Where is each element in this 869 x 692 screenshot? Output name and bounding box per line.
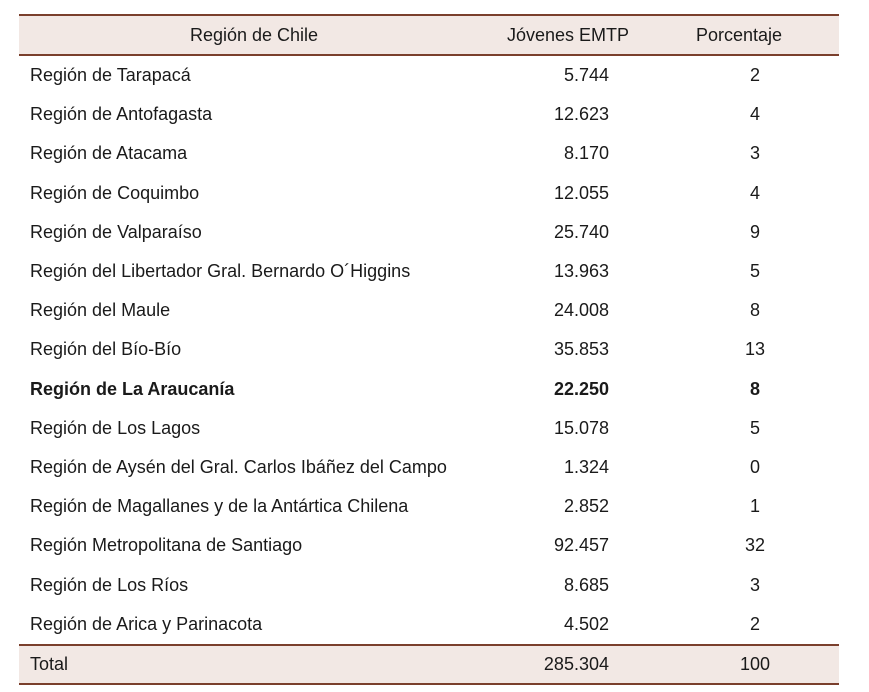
- table-row: [19, 565, 839, 604]
- cell-porcentaje: 4: [749, 182, 760, 203]
- total-label: Total: [30, 653, 69, 674]
- cell-jovenes: 22.250: [553, 378, 609, 399]
- cell-jovenes: 8.685: [563, 574, 609, 595]
- cell-jovenes: 13.963: [553, 261, 609, 282]
- cell-jovenes: 12.623: [553, 104, 609, 125]
- cell-region: Región de Coquimbo: [30, 182, 200, 203]
- cell-region: Región de Valparaíso: [30, 221, 202, 242]
- cell-jovenes: 15.078: [553, 417, 609, 438]
- total-porcentaje: 100: [739, 653, 771, 674]
- table-body: [19, 55, 839, 645]
- table-row: [19, 448, 839, 487]
- header-jovenes: Jóvenes EMTP: [506, 24, 629, 45]
- cell-region: Región del Libertador Gral. Bernardo O´Higgins: [30, 261, 411, 282]
- table-row: [19, 291, 839, 330]
- table-row: [19, 252, 839, 291]
- cell-region: Región del Bío-Bío: [30, 339, 182, 360]
- cell-region: Región de Tarapacá: [30, 65, 191, 86]
- cell-region: Región de Los Ríos: [30, 574, 189, 595]
- total-jovenes: 285.304: [543, 653, 609, 674]
- cell-region: Región de Arica y Parinacota: [30, 613, 263, 634]
- cell-region: Región de Antofagasta: [30, 104, 213, 125]
- cell-porcentaje: 8: [749, 300, 760, 321]
- region-table-container: [19, 14, 839, 685]
- table-row-highlighted: [19, 370, 839, 409]
- cell-region: Región de Los Lagos: [30, 417, 201, 438]
- cell-porcentaje: 32: [744, 535, 766, 556]
- cell-porcentaje: 8: [749, 378, 760, 399]
- cell-porcentaje: 1: [749, 496, 760, 517]
- table-row: [19, 95, 839, 134]
- table-row: [19, 330, 839, 369]
- cell-jovenes: 35.853: [553, 339, 609, 360]
- cell-jovenes: 2.852: [563, 496, 609, 517]
- cell-porcentaje: 5: [749, 261, 760, 282]
- total-row: [19, 645, 839, 684]
- table-row: [19, 174, 839, 213]
- cell-jovenes: 1.324: [563, 456, 609, 477]
- region-table: [19, 14, 839, 685]
- table-row: [19, 526, 839, 565]
- cell-region: Región de Aysén del Gral. Carlos Ibáñez del Campo: [30, 456, 447, 477]
- cell-jovenes: 24.008: [553, 300, 609, 321]
- cell-jovenes: 8.170: [563, 143, 609, 164]
- header-region: Región de Chile: [189, 24, 319, 45]
- table-row: [19, 213, 839, 252]
- cell-porcentaje: 0: [749, 456, 760, 477]
- cell-jovenes: 12.055: [553, 182, 609, 203]
- header-porcentaje: Porcentaje: [695, 24, 783, 45]
- cell-porcentaje: 13: [744, 339, 766, 360]
- cell-porcentaje: 9: [749, 221, 760, 242]
- cell-region: Región de La Araucanía: [30, 378, 235, 399]
- table-row: [19, 134, 839, 173]
- cell-region: Región Metropolitana de Santiago: [30, 535, 303, 556]
- cell-porcentaje: 2: [749, 613, 760, 634]
- cell-porcentaje: 5: [749, 417, 760, 438]
- table-row: [19, 605, 839, 645]
- cell-jovenes: 92.457: [553, 535, 609, 556]
- cell-jovenes: 5.744: [563, 65, 609, 86]
- table-header: [19, 15, 839, 55]
- table-row: [19, 55, 839, 95]
- table-row: [19, 409, 839, 448]
- cell-jovenes: 25.740: [553, 221, 609, 242]
- cell-porcentaje: 4: [749, 104, 760, 125]
- cell-jovenes: 4.502: [563, 613, 609, 634]
- header-row: [19, 15, 839, 55]
- cell-region: Región de Atacama: [30, 143, 188, 164]
- cell-porcentaje: 3: [749, 574, 760, 595]
- table-row: [19, 487, 839, 526]
- cell-region: Región del Maule: [30, 300, 171, 321]
- table-footer: [19, 645, 839, 684]
- cell-porcentaje: 3: [749, 143, 760, 164]
- cell-porcentaje: 2: [749, 65, 760, 86]
- cell-region: Región de Magallanes y de la Antártica Chilena: [30, 496, 409, 517]
